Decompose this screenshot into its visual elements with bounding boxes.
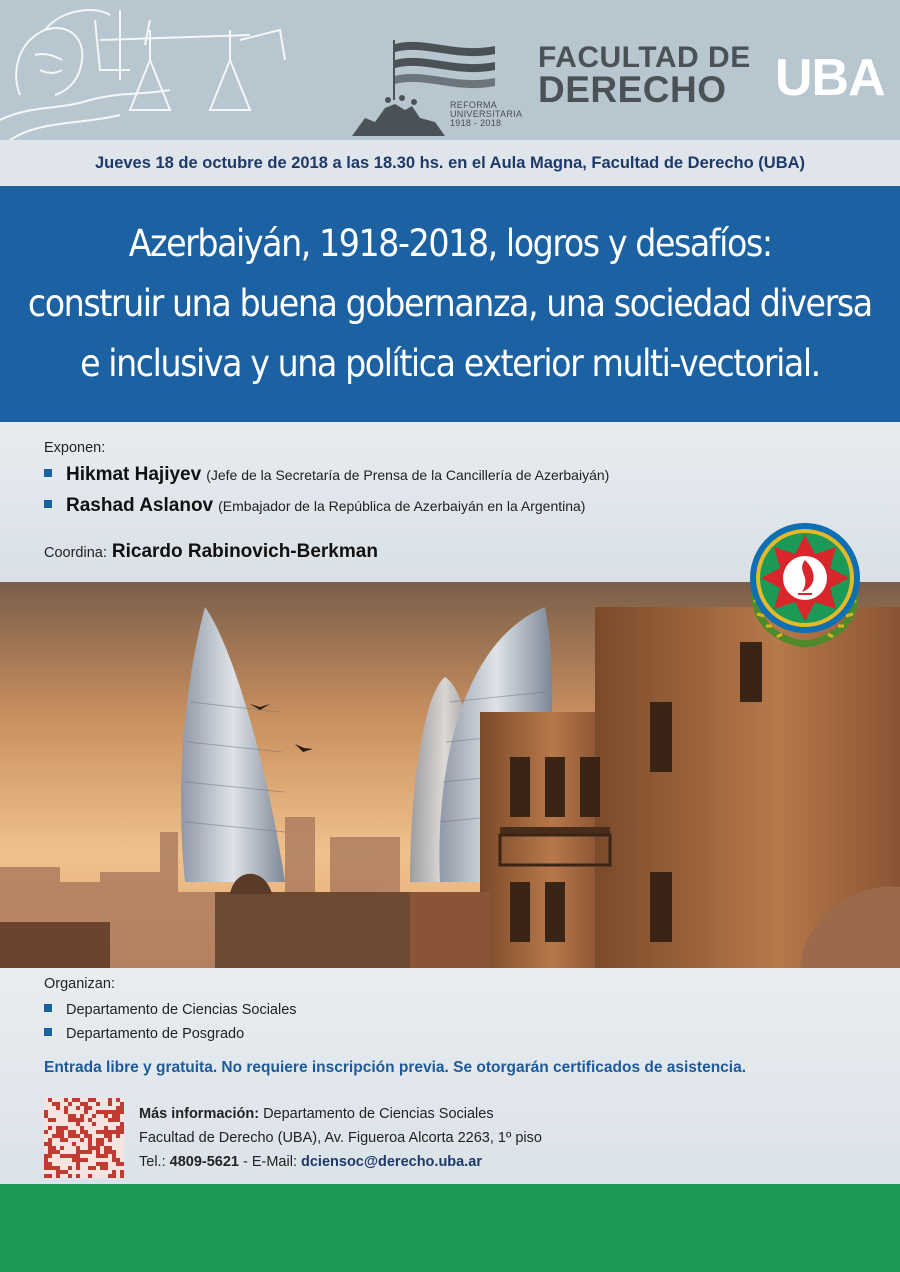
header-banner <box>0 0 900 140</box>
contact-line <box>139 1150 542 1174</box>
faculty-line: FACULTAD DE <box>538 41 751 74</box>
reforma-line: UNIVERSITARIA <box>450 109 523 119</box>
event-title-line: Azerbaiyán, 1918-2018, logros y desafíos: <box>128 222 772 265</box>
justice-statue-art <box>0 0 300 140</box>
reforma-caption <box>450 101 522 128</box>
speaker-name: Rashad Aslanov <box>66 495 214 516</box>
event-title-line: construir una buena gobernanza, una sociedad diversa <box>28 282 872 325</box>
reforma-line: REFORMA <box>450 100 498 110</box>
azerbaijan-emblem-icon <box>746 520 864 650</box>
tel-number: 4809-5621 <box>169 1154 239 1170</box>
info-label: Más información: <box>139 1106 260 1122</box>
email-link[interactable]: dciensoc@derecho.uba.ar <box>301 1154 482 1170</box>
university-acronym: UBA <box>775 49 885 107</box>
info-section <box>0 968 900 1184</box>
speaker-item <box>44 495 585 517</box>
organizer-name: Departamento de Posgrado <box>66 1026 245 1042</box>
coordinator-label: Coordina: <box>44 545 107 561</box>
speaker-item <box>44 464 609 486</box>
info-dept: Departamento de Ciencias Sociales <box>263 1106 494 1122</box>
faculty-line: DERECHO <box>538 69 727 110</box>
tel-label: Tel.: <box>139 1154 166 1170</box>
event-date: Jueves 18 de octubre de 2018 a las 18.30 hs. en el Aula Magna, Facultad de Derecho (UBA) <box>94 153 806 172</box>
organizer-name: Departamento de Ciencias Sociales <box>66 1002 297 1018</box>
coordinator-name: Ricardo Rabinovich-Berkman <box>111 541 378 562</box>
speakers-label: Exponen: <box>44 440 106 456</box>
footer-band <box>0 1184 900 1272</box>
speaker-role: (Jefe de la Secretaría de Prensa de la Cancillería de Azerbaiyán) <box>206 467 610 483</box>
reforma-years: 1918 - 2018 <box>450 118 502 128</box>
coordinator <box>44 541 378 563</box>
organizer-item <box>44 1002 297 1018</box>
entry-notice: Entrada libre y gratuita. No requiere inscripción previa. Se otorgarán certificados de asistencia. <box>44 1059 747 1076</box>
bullet-icon <box>44 1004 52 1012</box>
bullet-icon <box>44 469 52 477</box>
organizers-label: Organizan: <box>44 976 115 992</box>
event-title-block <box>0 186 900 422</box>
faculty-name <box>538 41 751 110</box>
address: Facultad de Derecho (UBA), Av. Figueroa Alcorta 2263, 1º piso <box>139 1130 542 1146</box>
date-bar <box>0 140 900 186</box>
speaker-role: (Embajador de la República de Azerbaiyán en la Argentina) <box>218 498 586 514</box>
event-title-line: e inclusiva y una política exterior multi-vectorial. <box>80 342 820 385</box>
qr-code-icon[interactable] <box>44 1098 124 1178</box>
organizer-item <box>44 1026 244 1042</box>
email-label: - E-Mail: <box>243 1154 297 1170</box>
contact-line <box>139 1102 542 1126</box>
bullet-icon <box>44 1028 52 1036</box>
speaker-name: Hikmat Hajiyev <box>66 464 202 485</box>
bullet-icon <box>44 500 52 508</box>
contact-info <box>139 1102 542 1174</box>
